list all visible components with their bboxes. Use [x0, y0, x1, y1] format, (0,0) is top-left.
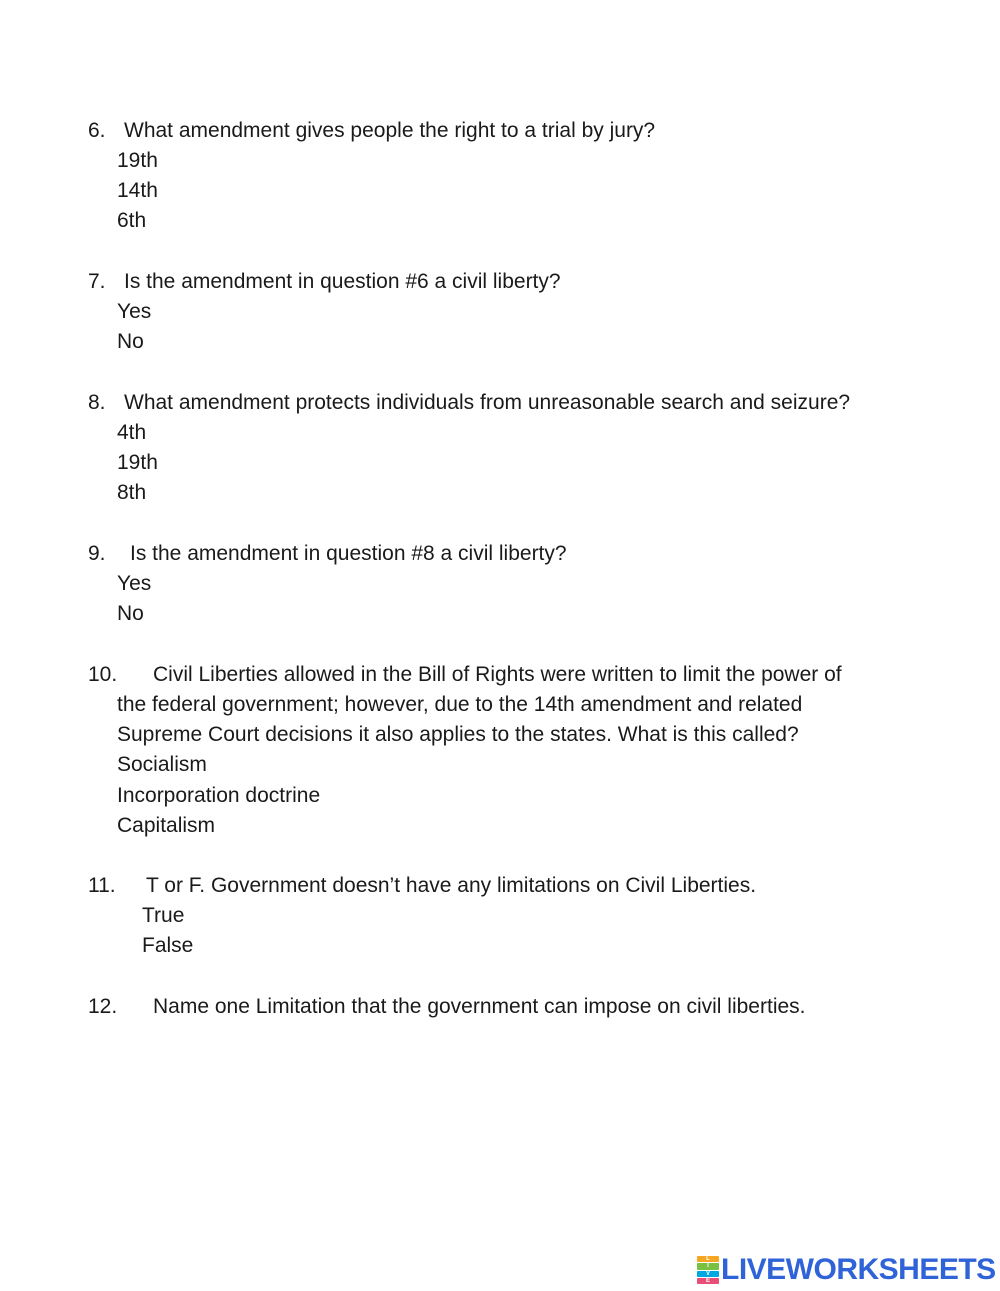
answer-option[interactable]: 8th [117, 481, 147, 504]
question-number: 10. [88, 663, 118, 686]
question-text-line: the federal government; however, due to the 14th amendment and related [117, 693, 803, 716]
logo-mark-letter: I [697, 1263, 719, 1269]
question-number: 7. [88, 270, 106, 293]
answer-option[interactable]: No [117, 330, 144, 353]
question-text-line: Supreme Court decisions it also applies to the states. What is this called? [117, 723, 799, 746]
question-number: 9. [88, 542, 106, 565]
question-number: 6. [88, 119, 106, 142]
question-text: Is the amendment in question #6 a civil liberty? [124, 270, 561, 293]
question-text-line: Civil Liberties allowed in the Bill of Rights were written to limit the power of [153, 663, 842, 686]
question-text: Name one Limitation that the government can impose on civil liberties. [153, 995, 806, 1018]
answer-option[interactable]: No [117, 602, 144, 625]
question-number: 8. [88, 391, 106, 414]
answer-option[interactable]: Capitalism [117, 814, 216, 837]
answer-option[interactable]: Yes [117, 300, 152, 323]
answer-option[interactable]: 6th [117, 209, 147, 232]
answer-option[interactable]: Yes [117, 572, 152, 595]
logo-mark-letter: V [697, 1271, 719, 1277]
question-text: T or F. Government doesn’t have any limitations on Civil Liberties. [146, 874, 757, 897]
question-number: 12. [88, 995, 118, 1018]
answer-option[interactable]: 19th [117, 451, 158, 474]
answer-option[interactable]: False [142, 934, 194, 957]
question-text: What amendment gives people the right to a trial by jury? [124, 119, 656, 142]
liveworksheets-logo [697, 1253, 996, 1287]
answer-option[interactable]: 19th [117, 149, 158, 172]
logo-text: LIVEWORKSHEETS [721, 1253, 996, 1286]
logo-mark-icon [697, 1256, 719, 1284]
question-text: What amendment protects individuals from unreasonable search and seizure? [124, 391, 851, 414]
question-text: Is the amendment in question #8 a civil liberty? [130, 542, 567, 565]
question-number: 11. [88, 874, 116, 897]
answer-option[interactable]: 14th [117, 179, 158, 202]
logo-mark-letter: L [697, 1256, 719, 1262]
answer-option[interactable]: True [142, 904, 185, 927]
answer-option[interactable]: Incorporation doctrine [117, 784, 321, 807]
logo-mark-letter: E [697, 1278, 719, 1284]
answer-option[interactable]: 4th [117, 421, 147, 444]
answer-option[interactable]: Socialism [117, 753, 207, 776]
